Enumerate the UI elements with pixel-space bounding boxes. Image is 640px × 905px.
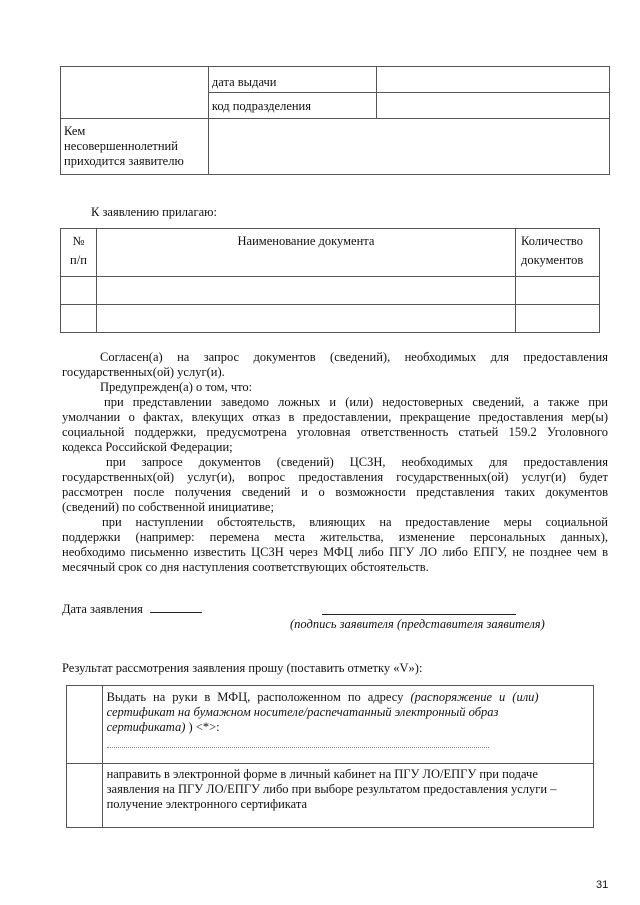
relation-label: Кем несовершеннолетний приходится заявителю	[61, 119, 209, 175]
consent-p5-line3: необходимо письменно известить ЦСЗН через МФЦ либо ПГУ ЛО либо ЕПГУ, не позднее чем в	[62, 545, 608, 559]
consent-p4-line4: (сведений) по собственной инициативе;	[62, 500, 274, 514]
consent-p4-line2: государственных(ой) услуг(и), вопрос предоставления государственных(ой) услуг(и) будет	[62, 470, 608, 484]
consent-p3-line2: умолчании о фактах, влекущих отказ в предоставлении, прекращение предоставления мер(ы)	[62, 410, 608, 424]
page-number: 31	[596, 879, 609, 891]
consent-p4-line1: при запросе документов (сведений) ЦСЗН, необходимых для предоставления	[106, 455, 608, 469]
consent-p3-line4: кодекса Российской Федерации;	[62, 440, 233, 454]
address-dotted-line[interactable]	[107, 746, 489, 748]
applicant-doc-table	[60, 66, 610, 175]
result-options-table	[66, 685, 594, 828]
signature-caption: (подпись заявителя (представителя заявителя)	[290, 617, 545, 631]
table-cell-empty	[61, 67, 209, 119]
table-row	[61, 277, 600, 305]
col-docname-header: Наименование документа	[96, 229, 515, 277]
consent-p5-line2: поддержки (например: перемена места жительства, изменение персональных данных),	[62, 530, 608, 544]
attachments-heading: К заявлению прилагаю:	[91, 205, 217, 219]
department-code-value[interactable]	[376, 93, 609, 119]
option-handover-text: Выдать на руки в МФЦ, расположенном по адресу (распоряжение и (или) сертификат на бумажном носителе/распечатанный электронный образ сертификата) ) <*>:	[102, 686, 593, 764]
option-electronic-checkbox[interactable]	[67, 764, 103, 828]
option-electronic-text: направить в электронной форме в личный кабинет на ПГУ ЛО/ЕПГУ при подаче заявления на ПГУ ЛО/ЕПГУ либо при выборе результатом предоставления услуги – получение электронного сертификата	[102, 764, 593, 828]
col-number-header: № п/п	[61, 229, 97, 277]
application-date-field[interactable]	[150, 601, 202, 613]
issue-date-value[interactable]	[376, 67, 609, 93]
consent-p2: Предупрежден(а) о том, что:	[100, 380, 253, 394]
consent-p5-line1: при наступлении обстоятельств, влияющих на предоставление меры социальной	[102, 515, 608, 529]
table-row	[61, 305, 600, 333]
consent-p4-line3: рассмотрен после получения сведений и о возможности представления таких документов	[62, 485, 608, 499]
consent-p1-line1: Согласен(а) на запрос документов (сведений), необходимых для предоставления	[100, 350, 608, 364]
col-quantity-header: Количество документов	[516, 229, 600, 277]
attachments-table	[60, 228, 600, 333]
application-date-row	[62, 601, 202, 617]
relation-value[interactable]	[208, 119, 609, 175]
signature-line[interactable]	[322, 614, 516, 615]
issue-date-label: дата выдачи	[208, 67, 376, 93]
department-code-label: код подразделения	[208, 93, 376, 119]
consent-p1-line2: государственных(ой) услуг(и).	[62, 365, 225, 379]
application-date-label: Дата заявления	[62, 602, 143, 616]
consent-p3-line3: социальной поддержки, предусмотрена уголовная ответственность статьей 159.2 Уголовного	[62, 425, 608, 439]
result-heading: Результат рассмотрения заявления прошу (поставить отметку «V»):	[62, 661, 423, 675]
consent-p5-line4: месячный срок со дня наступления соответствующих обстоятельств.	[62, 560, 429, 574]
consent-p3-line1: при представлении заведомо ложных и (или) недостоверных сведений, а также при	[104, 395, 608, 409]
option-handover-checkbox[interactable]	[67, 686, 103, 764]
